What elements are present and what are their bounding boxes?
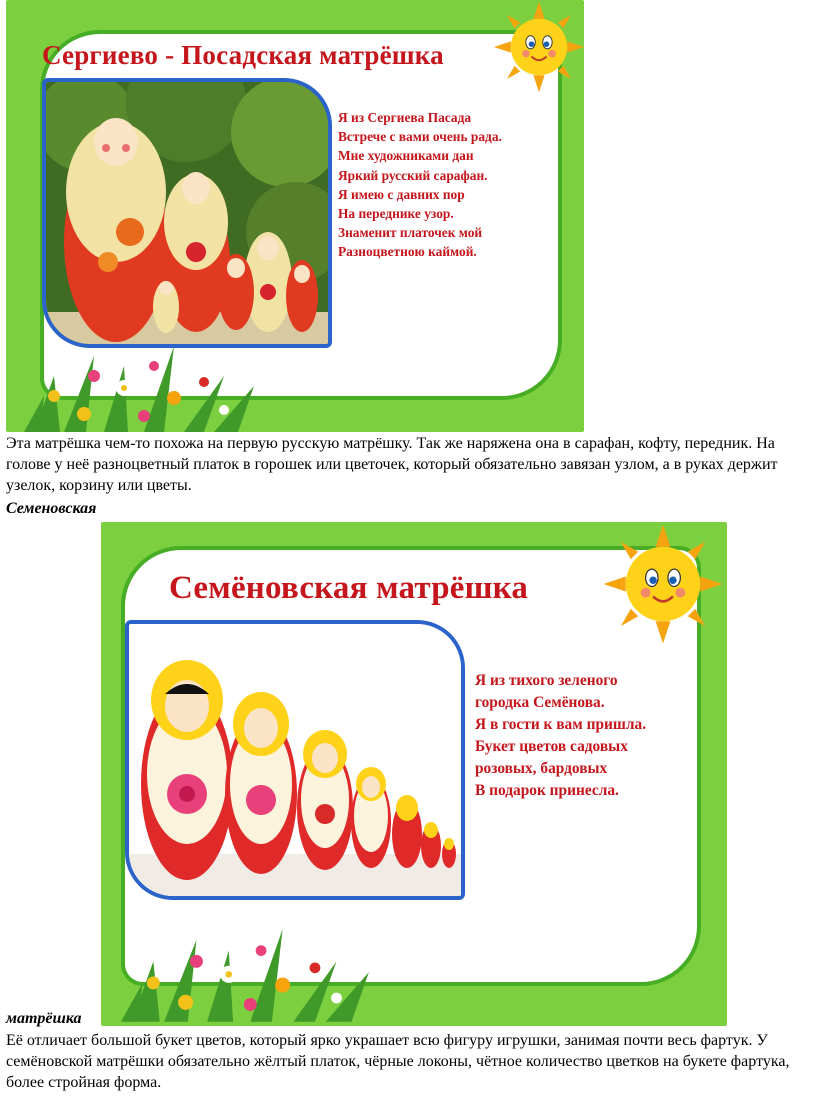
poem-line: розовых, бардовых	[475, 760, 608, 777]
semenov-card	[101, 522, 727, 1026]
flowers-decoration	[121, 914, 371, 1026]
poem-line: Я из Сергиева Пасада	[338, 110, 472, 125]
sun-icon	[601, 522, 725, 646]
poem-line: Я имею с давних пор	[338, 186, 465, 202]
matryoshka-photo	[42, 78, 332, 348]
caption-matryoshka: матрёшка	[6, 1010, 82, 1027]
poem	[475, 670, 646, 802]
flowers-decoration	[24, 336, 256, 432]
paragraph-sergiev: Эта матрёшка чем-то похожа на первую русскую матрёшку. Так же наряжена она в сарафан, кофту, передник. На голове у неё разноцветный платок в горошек или цветочек, который обязательно завязан узлом, а в руках держит узелок, корзину или цветы.	[6, 435, 778, 494]
semenov-dolls-image	[129, 624, 461, 896]
paragraph-semenov: Её отличает большой букет цветов, который ярко украшает всю фигуру игрушки, занимая почти весь фартук. У семёновской матрёшки обязательно жёлтый платок, чёрные локоны, чётное количество цветков на букете фартука, более стройная форма.	[6, 1032, 790, 1091]
poem	[338, 108, 502, 262]
poem-line: Я в гости к вам пришла.	[475, 716, 647, 733]
poem-line: В подарок принесла.	[475, 782, 619, 799]
card-title: Семёновская матрёшка	[169, 570, 529, 606]
matryoshka-photo	[125, 620, 465, 900]
poem-line: Знаменит платочек мой	[338, 225, 483, 241]
poem-line: Встрече с вами очень рада.	[338, 129, 502, 145]
sun-icon	[492, 0, 584, 94]
poem-line: Мне художниками дан	[338, 148, 474, 164]
poem-line: Я из тихого зеленого	[475, 672, 618, 689]
poem-line: Разноцветною каймой.	[338, 244, 477, 260]
sergiev-posad-card	[6, 0, 584, 432]
sergiev-posad-dolls-image	[46, 82, 328, 344]
poem-line: Яркий русский сарафан.	[338, 167, 488, 183]
poem-line: На переднике узор.	[338, 206, 454, 222]
card-title: Сергиево - Посадская матрёшка	[42, 40, 444, 70]
poem-line: Букет цветов садовых	[475, 738, 628, 755]
caption-semenovskaya: Семеновская	[6, 500, 97, 517]
poem-line: городка Семёнова.	[475, 694, 605, 711]
